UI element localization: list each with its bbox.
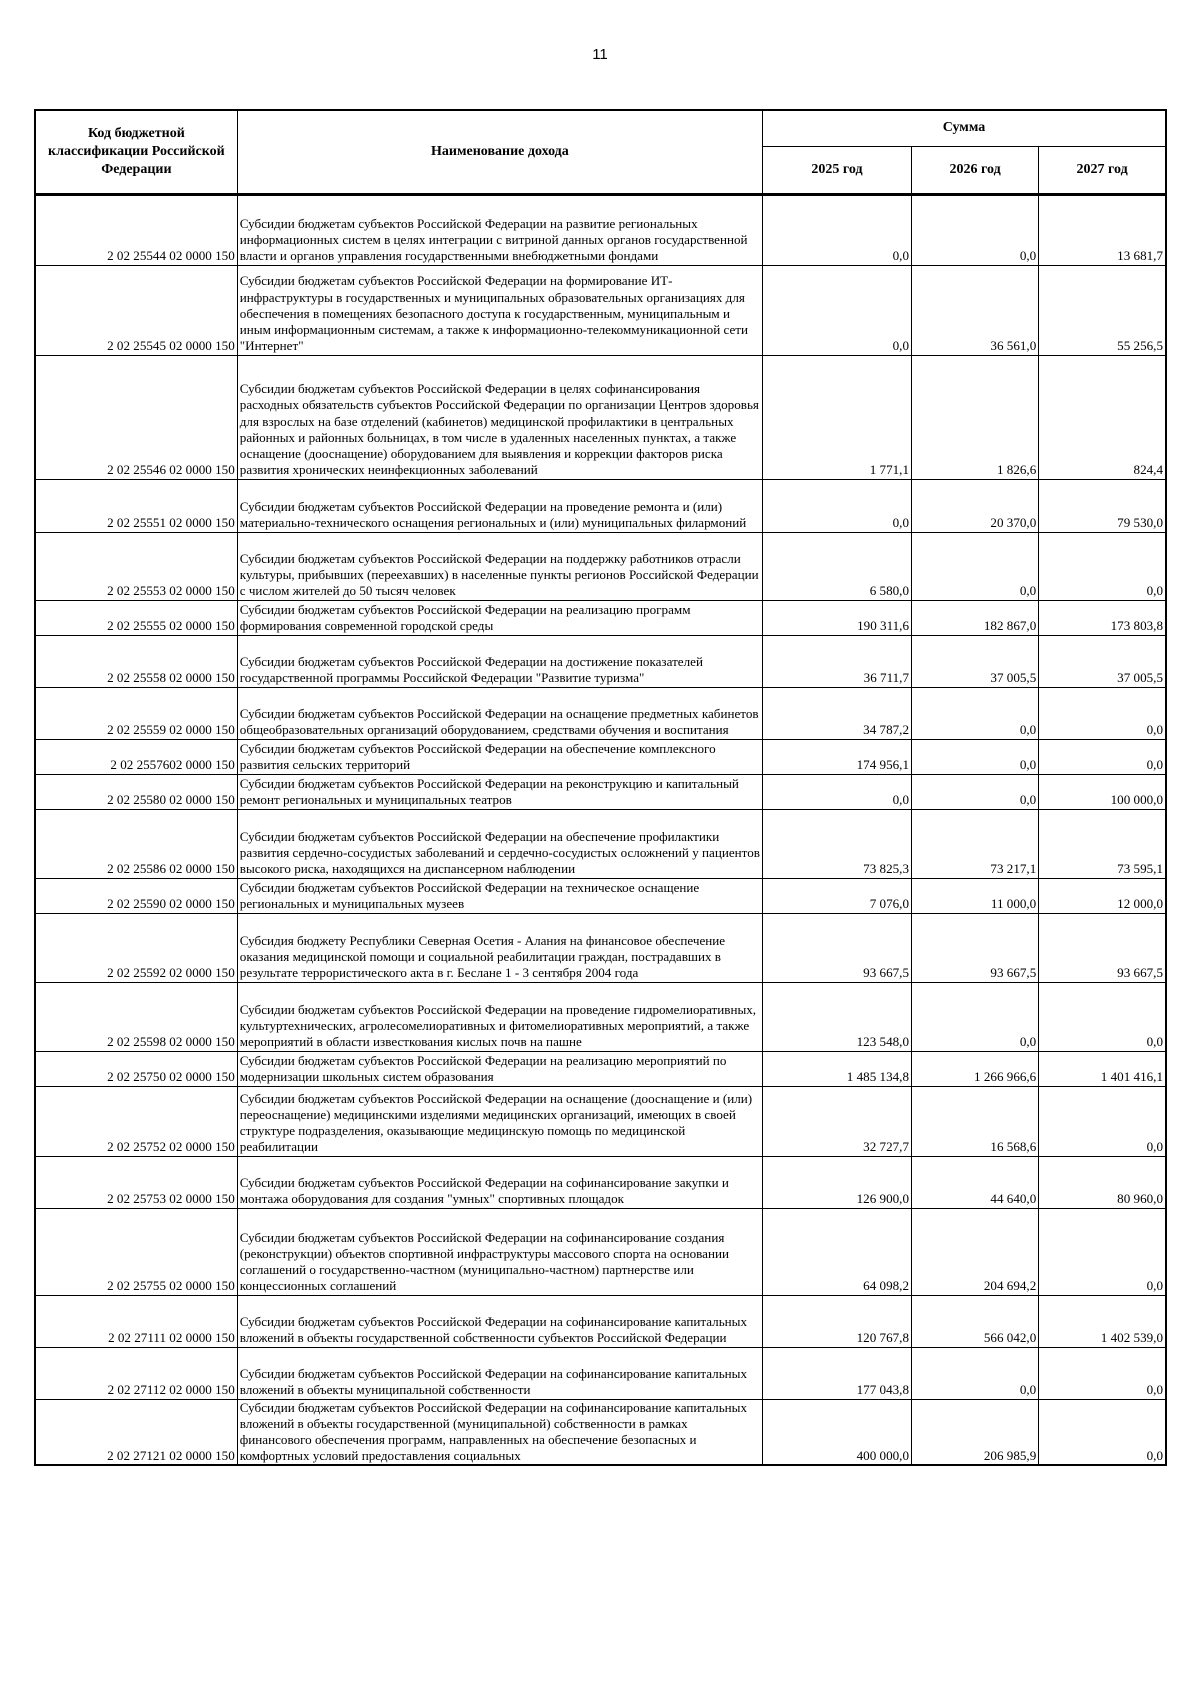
row-name: Субсидии бюджетам субъектов Российской Федерации на поддержку работников отрасли культуры, прибывших (переехавших) в населенные пункты регионов Российской Федерации с числом жителей до 50 тысяч человек: [237, 532, 762, 600]
row-value-2027: 824,4: [1039, 355, 1166, 479]
page-number: 11: [592, 46, 608, 63]
row-value-2025: 64 098,2: [763, 1208, 912, 1295]
row-value-2027: 0,0: [1039, 687, 1166, 739]
row-name: Субсидии бюджетам субъектов Российской Федерации на формирование ИТ-инфраструктуры в государственных и муниципальных образовательных организациях для обеспечения в помещениях безопасного доступа к государственным, муниципальным и иным информационным системам, а также к информационно-телекоммуникационной сети "Интернет": [237, 265, 762, 355]
table-row: [35, 532, 1166, 600]
row-value-2027: 13 681,7: [1039, 194, 1166, 265]
header-year-2027: 2027 год: [1039, 146, 1166, 194]
table-row: [35, 739, 1166, 774]
table-row: [35, 774, 1166, 809]
row-value-2026: 36 561,0: [912, 265, 1039, 355]
row-value-2026: 0,0: [912, 1347, 1039, 1399]
row-value-2027: 0,0: [1039, 1399, 1166, 1465]
row-value-2025: 36 711,7: [763, 635, 912, 687]
row-name: Субсидии бюджетам субъектов Российской Федерации на обеспечение профилактики развития сердечно-сосудистых заболеваний и сердечно-сосудистых осложнений у пациентов высокого риска, находящихся на диспансерном наблюдении: [237, 809, 762, 878]
table-row: [35, 194, 1166, 265]
row-value-2027: 73 595,1: [1039, 809, 1166, 878]
row-name: Субсидии бюджетам субъектов Российской Федерации на реализацию программ формирования современной городской среды: [237, 600, 762, 635]
table-row: [35, 355, 1166, 479]
row-value-2025: 0,0: [763, 774, 912, 809]
row-value-2027: 1 401 416,1: [1039, 1051, 1166, 1086]
row-value-2026: 93 667,5: [912, 913, 1039, 982]
table-row: [35, 635, 1166, 687]
row-name: Субсидии бюджетам субъектов Российской Федерации на техническое оснащение региональных и муниципальных музеев: [237, 878, 762, 913]
row-name: Субсидии бюджетам субъектов Российской Федерации на софинансирование капитальных вложений в объекты государственной (муниципальной) собственности в рамках финансового обеспечения программ, направленных на обеспечение безопасных и комфортных условий предоставления социальных: [237, 1399, 762, 1465]
row-code: 2 02 25546 02 0000 150: [35, 355, 237, 479]
row-name: Субсидии бюджетам субъектов Российской Федерации на проведение гидромелиоративных, культуртехнических, агролесомелиоративных и фитомелиоративных мероприятий, а также мероприятий в области известкования кислых почв на пашне: [237, 982, 762, 1051]
table-row: [35, 878, 1166, 913]
table-row: [35, 687, 1166, 739]
table-row: [35, 809, 1166, 878]
row-code: 2 02 25553 02 0000 150: [35, 532, 237, 600]
table-header: [35, 110, 1166, 194]
row-value-2026: 206 985,9: [912, 1399, 1039, 1465]
row-name: Субсидии бюджетам субъектов Российской Федерации на софинансирование создания (реконструкции) объектов спортивной инфраструктуры массового спорта на основании соглашений о государственно-частном (муниципально-частном) партнерстве или концессионных соглашений: [237, 1208, 762, 1295]
row-value-2026: 0,0: [912, 982, 1039, 1051]
header-sum: Сумма: [763, 110, 1166, 146]
row-value-2026: 0,0: [912, 774, 1039, 809]
row-value-2025: 6 580,0: [763, 532, 912, 600]
row-name: Субсидии бюджетам субъектов Российской Федерации на софинансирование капитальных вложений в объекты государственной собственности субъектов Российской Федерации: [237, 1295, 762, 1347]
row-value-2026: 0,0: [912, 687, 1039, 739]
row-value-2027: 0,0: [1039, 532, 1166, 600]
row-value-2025: 177 043,8: [763, 1347, 912, 1399]
table-row: [35, 1347, 1166, 1399]
table-row: [35, 1295, 1166, 1347]
header-name: Наименование дохода: [237, 110, 762, 194]
row-value-2027: 0,0: [1039, 1208, 1166, 1295]
row-value-2027: 0,0: [1039, 739, 1166, 774]
row-code: 2 02 25598 02 0000 150: [35, 982, 237, 1051]
table-row: [35, 1399, 1166, 1465]
row-name: Субсидии бюджетам субъектов Российской Федерации на оснащение (дооснащение и (или) переоснащение) медицинскими изделиями медицинских организаций, имеющих в своей структуре подразделения, оказывающие медицинскую помощь по медицинской реабилитации: [237, 1086, 762, 1156]
row-name: Субсидии бюджетам субъектов Российской Федерации на софинансирование капитальных вложений в объекты муниципальной собственности: [237, 1347, 762, 1399]
row-code: 2 02 25592 02 0000 150: [35, 913, 237, 982]
row-value-2025: 1 771,1: [763, 355, 912, 479]
table-row: [35, 600, 1166, 635]
row-value-2026: 11 000,0: [912, 878, 1039, 913]
row-value-2025: 123 548,0: [763, 982, 912, 1051]
row-value-2026: 182 867,0: [912, 600, 1039, 635]
header-code: Код бюджетной классификации Российской Федерации: [35, 110, 237, 194]
row-name: Субсидии бюджетам субъектов Российской Федерации на проведение ремонта и (или) материально-технического оснащения региональных и (или) муниципальных филармоний: [237, 479, 762, 532]
row-value-2025: 120 767,8: [763, 1295, 912, 1347]
row-code: 2 02 25559 02 0000 150: [35, 687, 237, 739]
row-code: 2 02 25551 02 0000 150: [35, 479, 237, 532]
row-value-2026: 0,0: [912, 739, 1039, 774]
table-row: [35, 1086, 1166, 1156]
row-value-2026: 0,0: [912, 532, 1039, 600]
row-value-2025: 190 311,6: [763, 600, 912, 635]
row-name: Субсидии бюджетам субъектов Российской Федерации на достижение показателей государственной программы Российской Федерации "Развитие туризма": [237, 635, 762, 687]
row-value-2025: 400 000,0: [763, 1399, 912, 1465]
row-code: 2 02 2557602 0000 150: [35, 739, 237, 774]
row-value-2026: 566 042,0: [912, 1295, 1039, 1347]
row-value-2026: 1 826,6: [912, 355, 1039, 479]
row-name: Субсидия бюджету Республики Северная Осетия - Алания на финансовое обеспечение оказания медицинской помощи и социальной реабилитации граждан, пострадавших в результате террористического акта в г. Беслане 1 - 3 сентября 2004 года: [237, 913, 762, 982]
table-row: [35, 479, 1166, 532]
header-year-2026: 2026 год: [912, 146, 1039, 194]
row-value-2025: 0,0: [763, 265, 912, 355]
row-code: 2 02 25750 02 0000 150: [35, 1051, 237, 1086]
table-row: [35, 982, 1166, 1051]
row-code: 2 02 25545 02 0000 150: [35, 265, 237, 355]
row-value-2025: 7 076,0: [763, 878, 912, 913]
row-code: 2 02 25586 02 0000 150: [35, 809, 237, 878]
row-value-2027: 173 803,8: [1039, 600, 1166, 635]
table-row: [35, 1208, 1166, 1295]
row-code: 2 02 27121 02 0000 150: [35, 1399, 237, 1465]
row-value-2027: 79 530,0: [1039, 479, 1166, 532]
row-value-2027: 80 960,0: [1039, 1156, 1166, 1208]
row-value-2026: 0,0: [912, 194, 1039, 265]
row-value-2027: 0,0: [1039, 1086, 1166, 1156]
table-row: [35, 1156, 1166, 1208]
row-value-2025: 1 485 134,8: [763, 1051, 912, 1086]
row-value-2027: 93 667,5: [1039, 913, 1166, 982]
row-value-2027: 37 005,5: [1039, 635, 1166, 687]
header-year-2025: 2025 год: [763, 146, 912, 194]
row-code: 2 02 25580 02 0000 150: [35, 774, 237, 809]
table-row: [35, 265, 1166, 355]
row-value-2027: 55 256,5: [1039, 265, 1166, 355]
row-value-2025: 0,0: [763, 479, 912, 532]
row-value-2026: 73 217,1: [912, 809, 1039, 878]
row-name: Субсидии бюджетам субъектов Российской Федерации на софинансирование закупки и монтажа оборудования для создания "умных" спортивных площадок: [237, 1156, 762, 1208]
row-code: 2 02 25555 02 0000 150: [35, 600, 237, 635]
row-code: 2 02 25755 02 0000 150: [35, 1208, 237, 1295]
row-value-2026: 20 370,0: [912, 479, 1039, 532]
row-value-2025: 0,0: [763, 194, 912, 265]
row-code: 2 02 25544 02 0000 150: [35, 194, 237, 265]
row-value-2026: 16 568,6: [912, 1086, 1039, 1156]
row-code: 2 02 25752 02 0000 150: [35, 1086, 237, 1156]
row-value-2026: 1 266 966,6: [912, 1051, 1039, 1086]
table-row: [35, 1051, 1166, 1086]
table-body: [35, 194, 1166, 1465]
row-value-2026: 204 694,2: [912, 1208, 1039, 1295]
row-value-2026: 44 640,0: [912, 1156, 1039, 1208]
row-code: 2 02 25590 02 0000 150: [35, 878, 237, 913]
row-value-2025: 32 727,7: [763, 1086, 912, 1156]
row-value-2027: 0,0: [1039, 1347, 1166, 1399]
row-name: Субсидии бюджетам субъектов Российской Федерации на развитие региональных информационных систем в целях интеграции с витриной данных органов государственной власти и органов управления государственными внебюджетными фондами: [237, 194, 762, 265]
table-row: [35, 913, 1166, 982]
row-code: 2 02 25753 02 0000 150: [35, 1156, 237, 1208]
row-name: Субсидии бюджетам субъектов Российской Федерации в целях софинансирования расходных обязательств субъектов Российской Федерации по организации Центров здоровья для взрослых на базе отделений (кабинетов) медицинской профилактики в центральных районных и районных больницах, в том числе в удаленных населенных пунктах, а также оснащение (дооснащение) оборудованием для выявления и коррекции факторов риска развития хронических неинфекционных заболеваний: [237, 355, 762, 479]
row-code: 2 02 27112 02 0000 150: [35, 1347, 237, 1399]
row-value-2025: 174 956,1: [763, 739, 912, 774]
row-value-2025: 126 900,0: [763, 1156, 912, 1208]
row-value-2027: 100 000,0: [1039, 774, 1166, 809]
row-value-2026: 37 005,5: [912, 635, 1039, 687]
row-code: 2 02 27111 02 0000 150: [35, 1295, 237, 1347]
row-value-2025: 34 787,2: [763, 687, 912, 739]
row-value-2025: 93 667,5: [763, 913, 912, 982]
row-value-2027: 1 402 539,0: [1039, 1295, 1166, 1347]
row-name: Субсидии бюджетам субъектов Российской Федерации на обеспечение комплексного развития сельских территорий: [237, 739, 762, 774]
row-value-2027: 12 000,0: [1039, 878, 1166, 913]
row-name: Субсидии бюджетам субъектов Российской Федерации на оснащение предметных кабинетов общеобразовательных организаций оборудованием, средствами обучения и воспитания: [237, 687, 762, 739]
row-name: Субсидии бюджетам субъектов Российской Федерации на реконструкцию и капитальный ремонт региональных и муниципальных театров: [237, 774, 762, 809]
budget-income-table: [34, 109, 1167, 1466]
row-value-2025: 73 825,3: [763, 809, 912, 878]
row-code: 2 02 25558 02 0000 150: [35, 635, 237, 687]
row-name: Субсидии бюджетам субъектов Российской Федерации на реализацию мероприятий по модернизации школьных систем образования: [237, 1051, 762, 1086]
row-value-2027: 0,0: [1039, 982, 1166, 1051]
